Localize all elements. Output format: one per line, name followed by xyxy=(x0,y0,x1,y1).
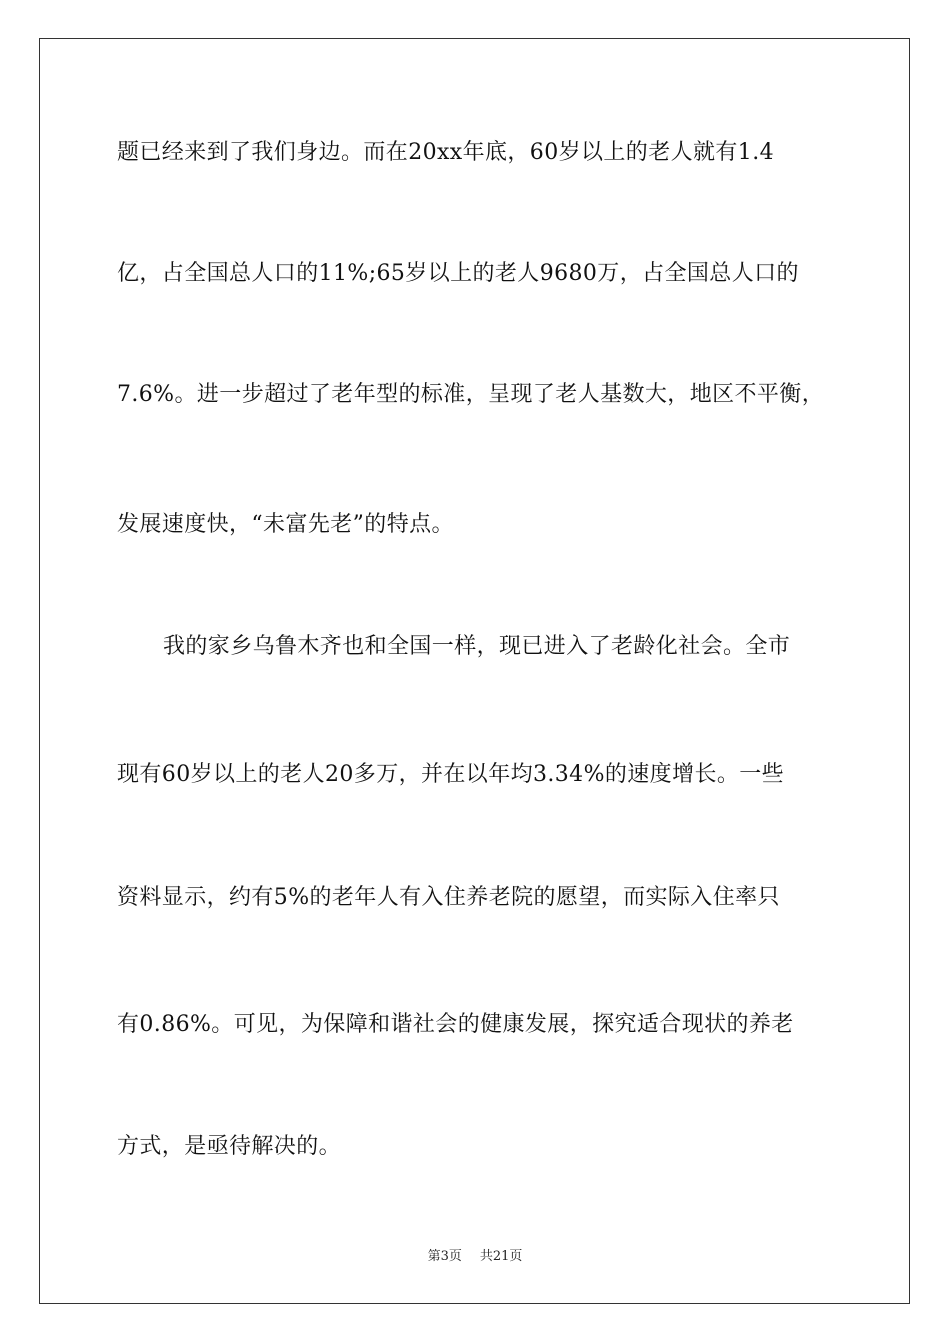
body-line-1: 题已经来到了我们身边。而在20xx年底，60岁以上的老人就有1.4 xyxy=(117,140,774,165)
body-line-9: 方式，是亟待解决的。 xyxy=(117,1134,342,1159)
body-line-6: 现有60岁以上的老人20多万，并在以年均3.34%的速度增长。一些 xyxy=(117,762,785,787)
body-line-3: 7.6%。进一步超过了老年型的标准，呈现了老人基数大，地区不平衡， xyxy=(117,382,825,407)
body-line-7: 资料显示，约有5%的老年人有入住养老院的愿望，而实际入住率只 xyxy=(117,885,780,910)
body-line-4: 发展速度快，“未富先老”的特点。 xyxy=(117,512,454,537)
page-footer xyxy=(0,1248,950,1266)
page-number: 第3页 xyxy=(427,1249,462,1264)
page-frame xyxy=(39,38,910,1304)
body-line-5: 我的家乡乌鲁木齐也和全国一样，现已进入了老龄化社会。全市 xyxy=(163,634,791,659)
body-line-2: 亿，占全国总人口的11%;65岁以上的老人9680万，占全国总人口的 xyxy=(117,261,799,286)
page-total: 共21页 xyxy=(479,1249,523,1264)
body-line-8: 有0.86%。可见，为保障和谐社会的健康发展，探究适合现状的养老 xyxy=(117,1012,794,1037)
